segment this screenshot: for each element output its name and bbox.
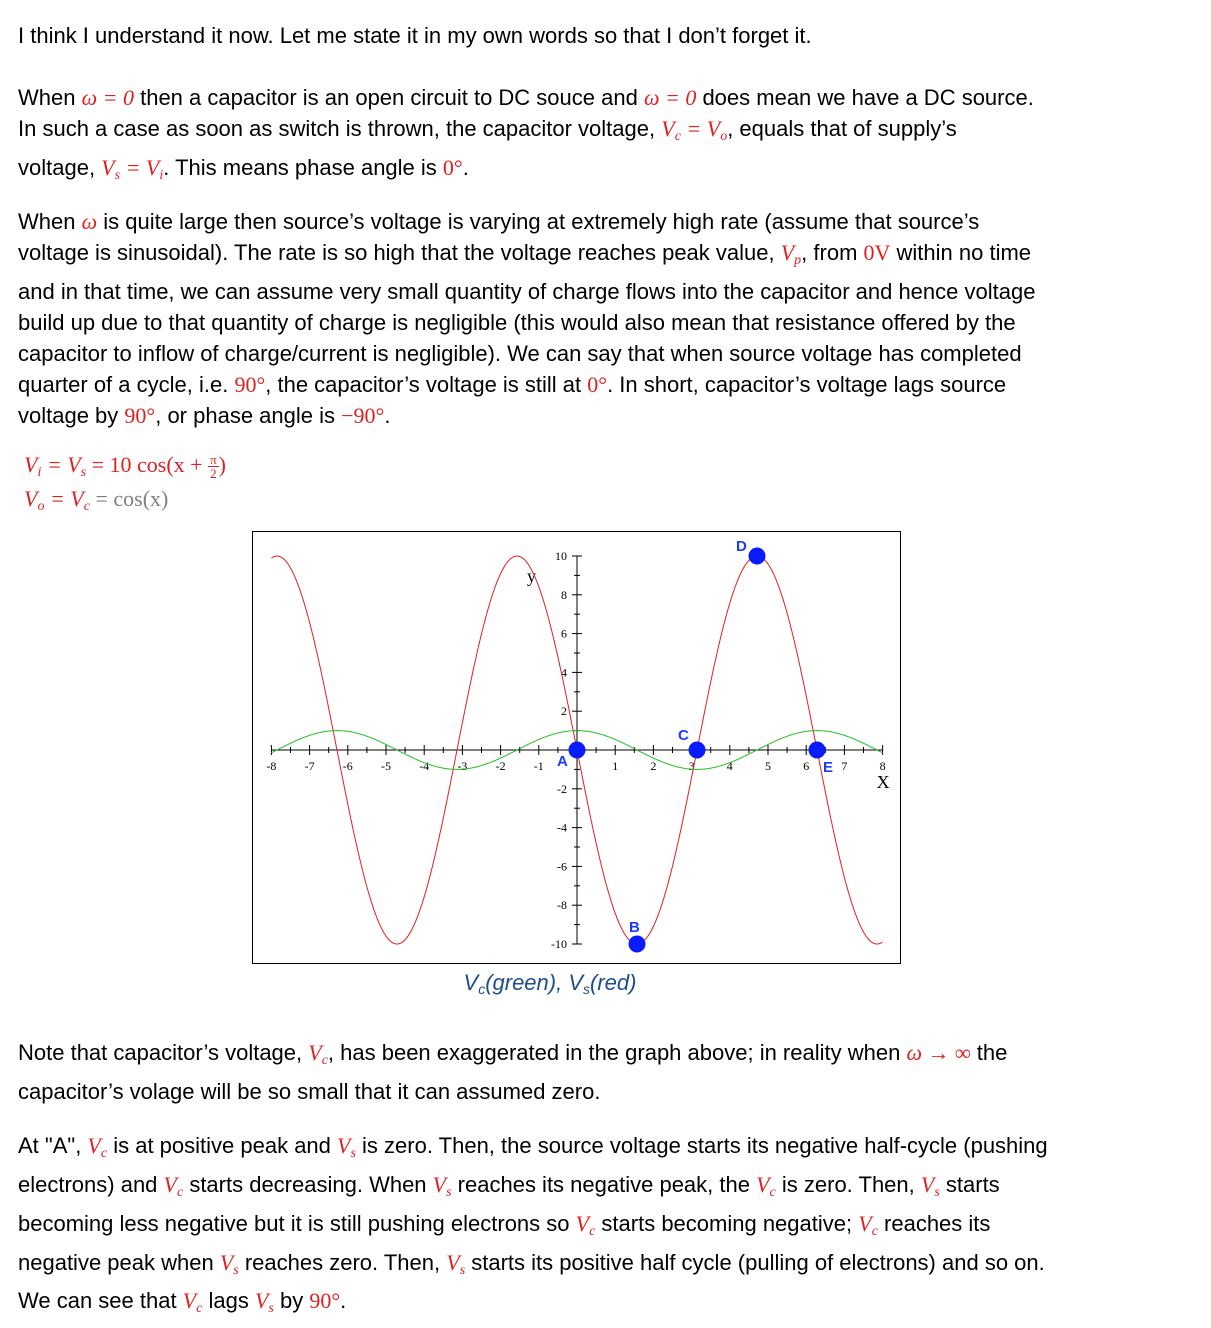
x-tick-label: -5 (381, 759, 391, 773)
point-label-b: B (629, 919, 640, 936)
dc-case-paragraph: When ω = 0 then a capacitor is an open circuit to DC souce and ω = 0 does mean we have a DC source. In such a case as soon as switch is thrown, the capacitor voltage, $V_c = V_o$, equals that of supply’s voltage, $V_s = V_i$. This means phase angle is 0°. (18, 85, 1034, 183)
point-c (689, 742, 706, 759)
x-tick-label: 6 (803, 759, 810, 773)
point-e (809, 742, 826, 759)
x-tick-label: 5 (765, 759, 771, 773)
point-label-d: D (736, 538, 747, 555)
graph-svg (253, 532, 900, 963)
x-tick-label: -3 (457, 759, 468, 773)
y-tick-label: 8 (561, 587, 567, 602)
high-frequency-paragraph: When ω is quite large then source’s voltage is varying at extremely high rate (assume that source’s voltage is sinusoidal). The rate is so high that the voltage reaches peak value, $V_p$, from 0V within no time and in that time, we can assume very small quantity of charge flows into the capacitor and hence voltage build up due to that quantity of charge is negligible (this would also mean that resistance offered by the capacitor to inflow of charge/current is negligible). We can say that when source voltage has completed quarter of a cycle, i.e. 90°, the capacitor’s voltage is still at 0°. In short, capacitor’s voltage lags source voltage by 90°, or phase angle is −90°. (18, 209, 1036, 428)
x-tick-label: 2 (650, 759, 657, 773)
x-tick-label: 3 (688, 759, 695, 773)
exaggeration-note: Note that capacitor’s voltage, $V_c$, has been exaggerated in the graph above; in reality when ω → ∞ the capacitor’s volage will be so small that it can assumed zero. (18, 1040, 1008, 1104)
point-a (569, 742, 586, 759)
x-tick-label: -6 (342, 759, 353, 773)
y-tick-label: 10 (555, 549, 567, 563)
point-b (629, 936, 646, 953)
point-label-c: C (678, 727, 689, 744)
x-tick-label: 8 (879, 759, 886, 773)
equation-vi: $V_i = V_s = 10$ cos(x + $\frac{\pi}{2}$ ) (24, 452, 226, 482)
x-tick-label: 1 (612, 759, 619, 773)
equation-vo: $V_o = V_c = \cos(x)$ (24, 486, 169, 514)
x-tick-label: -4 (419, 759, 430, 773)
y-tick-label: -8 (557, 898, 567, 913)
y-axis-label: y (527, 566, 536, 586)
x-tick-label: -2 (495, 759, 506, 773)
conclusion-text: We can see that $V_c$ lags $V_s$ by 90°. (18, 1288, 347, 1316)
y-tick-label: -2 (557, 781, 567, 796)
point-label-a: A (557, 753, 568, 770)
explanation-paragraph: At "A", $V_c$ is at positive peak and $V_s$ is zero. Then, the source voltage starts its negative half-cycle (pushing electrons) and $V_c$ starts decreasing. When $V_s$ reaches its negative peak, the $V_c$ is zero. Then, $V_s$ starts becoming less negative but it is still pushing electrons so $V_c$ starts becoming negative; $V_c$ reaches its negative peak when $V_s$ reaches zero. Then, $V_s$ starts its positive half cycle (pulling of electrons) and so on. (18, 1133, 1048, 1278)
y-tick-label: -4 (557, 820, 567, 835)
y-tick-label: 6 (561, 626, 567, 641)
point-label-e: E (823, 759, 834, 776)
y-tick-label: 4 (561, 665, 567, 680)
x-tick-label: -8 (266, 759, 277, 773)
y-tick-label: -10 (551, 937, 567, 951)
x-tick-label: -1 (533, 759, 544, 773)
graph-caption: $V_c(green)$, $V_s(red)$ (463, 970, 637, 997)
x-axis-label: X (876, 772, 890, 792)
x-tick-label: 4 (726, 759, 733, 773)
x-tick-label: -7 (304, 759, 315, 773)
point-d (749, 548, 766, 565)
intro-text: I think I understand it now. Let me state it in my own words so that I don’t forget it. (18, 23, 812, 48)
x-tick-label: 7 (841, 759, 848, 773)
voltage-graph (252, 531, 901, 964)
y-tick-label: -6 (557, 859, 567, 874)
y-tick-label: 2 (561, 704, 567, 719)
